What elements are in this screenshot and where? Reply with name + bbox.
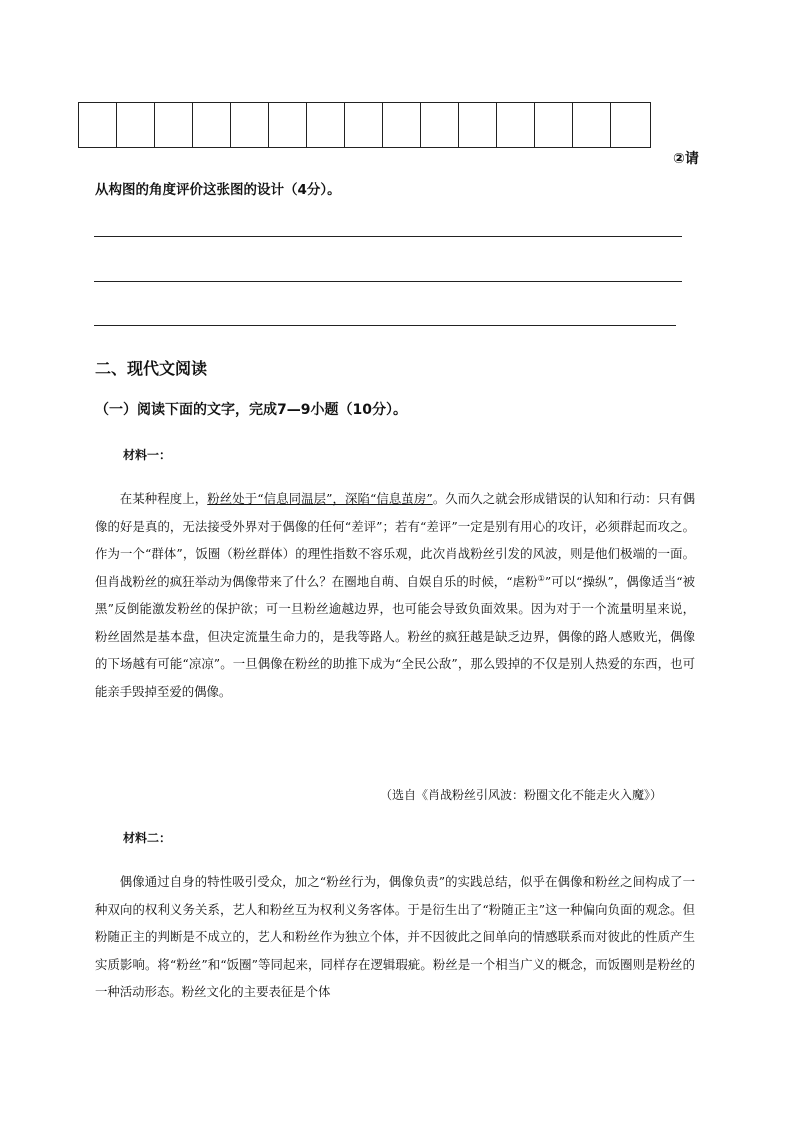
answer-grid-cell[interactable] [497, 103, 535, 147]
answer-grid [78, 102, 651, 148]
answer-grid-cell[interactable] [421, 103, 459, 147]
answer-grid-cell[interactable] [155, 103, 193, 147]
answer-grid-cell[interactable] [307, 103, 345, 147]
answer-grid-cell[interactable] [231, 103, 269, 147]
answer-grid-cell[interactable] [79, 103, 117, 147]
answer-line[interactable] [94, 236, 682, 237]
section-subtitle: （一）阅读下面的文字，完成7—9小题（10分）。 [95, 402, 407, 418]
section-title: 二、现代文阅读 [95, 359, 208, 378]
material-1-lead: 在某种程度上， [119, 491, 208, 506]
answer-grid-cell[interactable] [459, 103, 497, 147]
footnote-marker: ① [537, 573, 545, 583]
answer-grid-cell[interactable] [193, 103, 231, 147]
material-2-paragraph: 偶像通过自身的特性吸引受众，加之“粉丝行为，偶像负责”的实践总结，似乎在偶像和粉丝之间构成了一种双向的权利义务关系，艺人和粉丝互为权利义务客体。于是衍生出了“粉随正主”这一种偏向负面的观念。但粉随正主的判断是不成立的，艺人和粉丝作为独立个体，并不因彼此之间单向的情感联系而对彼此的性质产生实质影响。将“粉丝”和“饭圈”等同起来，同样存在逻辑瑕疵。粉丝是一个相当广义的概念，而饭圈则是粉丝的一种活动形态。粉丝文化的主要表征是个体 [95, 874, 695, 999]
answer-grid-cell[interactable] [117, 103, 155, 147]
answer-grid-cell[interactable] [345, 103, 383, 147]
answer-grid-cell[interactable] [611, 103, 650, 147]
material-1-body-a: 。久而久之就会形成错误的认知和行动：只有偶像的好是真的，无法接受外界对于偶像的任何“差评”；若有“差评”一定是别有用心的攻讦，必须群起而攻之。作为一个“群体”，饭圈（粉丝群体）的理性指数不容乐观，此次肖战粉丝引发的风波，则是他们极端的一面。但肖战粉丝的疯狂举动为偶像带来了什么？在圈地自萌、自娱自乐的时候，“虐粉 [95, 491, 696, 589]
answer-line[interactable] [94, 325, 676, 326]
material-1-source: （选自《肖战粉丝引风波：粉圈文化不能走火入魔》） [380, 788, 663, 802]
material-1-paragraph [95, 485, 695, 705]
answer-line[interactable] [94, 281, 682, 282]
answer-grid-cell[interactable] [535, 103, 573, 147]
answer-grid-cell[interactable] [573, 103, 611, 147]
question-2-text: 从构图的角度评价这张图的设计（4分）。 [95, 182, 341, 198]
question-2-prefix: ②请 [673, 151, 699, 167]
material-1-body-b: ”可以“操纵”，偶像适当“被黑”反倒能激发粉丝的保护欲；可一旦粉丝逾越边界，也可能会导致负面效果。因为对于一个流量明星来说，粉丝固然是基本盘，但决定流量生命力的，是我等路人。粉丝的疯狂越是缺乏边界，偶像的路人感败光，偶像的下场越有可能“凉凉”。一旦偶像在粉丝的助推下成为“全民公敌”，那么毁掉的不仅是别人热爱的东西，也可能亲手毁掉至爱的偶像。 [95, 573, 695, 699]
answer-grid-cell[interactable] [383, 103, 421, 147]
material-2-label: 材料二： [123, 831, 172, 845]
material-1-label: 材料一： [123, 448, 172, 462]
answer-grid-cell[interactable] [269, 103, 307, 147]
material-1-underlined: 粉丝处于“信息同温层”，深陷“信息茧房” [207, 491, 433, 506]
